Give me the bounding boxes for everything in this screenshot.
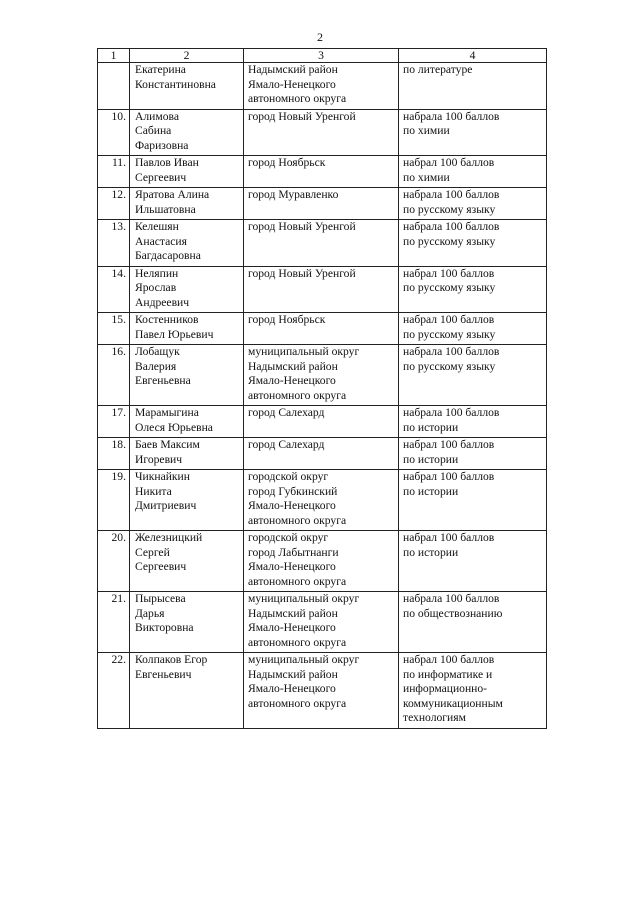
table-row xyxy=(98,313,547,345)
participant-name-line: Яратова Алина xyxy=(135,188,210,201)
participant-name-line: Евгеньевна xyxy=(135,374,191,387)
municipality-line: Надымский район xyxy=(248,359,338,373)
result-line: набрала 100 баллов xyxy=(403,592,500,605)
participant-name-line: Евгеньевич xyxy=(135,667,192,681)
participant-name-cell xyxy=(130,156,244,188)
participant-name-line: Валерия xyxy=(135,359,177,373)
results-table-body xyxy=(98,49,547,729)
participant-name-cell xyxy=(130,531,244,592)
result-line: коммуникационным xyxy=(403,696,503,710)
participant-name-line: Чикнайкин xyxy=(135,470,190,483)
result-line: информационно- xyxy=(403,682,488,695)
municipality-cell xyxy=(244,220,399,267)
municipality-line: автономного округа xyxy=(248,388,347,402)
participant-name-cell xyxy=(130,470,244,531)
table-row xyxy=(98,653,547,729)
row-number-cell: 12. xyxy=(98,188,130,220)
result-line: по информатике и xyxy=(403,667,493,681)
table-row xyxy=(98,266,547,313)
municipality-cell xyxy=(244,313,399,345)
row-number-cell: 11. xyxy=(98,156,130,188)
row-number-cell: 10. xyxy=(98,109,130,156)
result-line: технологиям xyxy=(403,711,466,724)
municipality-cell xyxy=(244,109,399,156)
participant-name-line: Алимова xyxy=(135,109,179,123)
municipality-line: город Салехард xyxy=(248,406,325,419)
row-number-cell: 19. xyxy=(98,470,130,531)
participant-name-line: Ярослав xyxy=(135,281,177,294)
result-cell xyxy=(399,63,547,110)
participant-name-line: Костенников xyxy=(135,313,199,326)
result-cell xyxy=(399,470,547,531)
participant-name-line: Келешян xyxy=(135,220,179,233)
municipality-cell xyxy=(244,406,399,438)
municipality-line: Надымский район xyxy=(248,667,338,681)
result-cell xyxy=(399,531,547,592)
participant-name-line: Багдасаровна xyxy=(135,249,201,262)
table-row xyxy=(98,438,547,470)
participant-name-line: Сергей xyxy=(135,545,170,559)
participant-name-cell xyxy=(130,592,244,653)
table-header-row xyxy=(98,49,547,63)
result-line: по истории xyxy=(403,484,459,498)
row-number-cell: 22. xyxy=(98,653,130,729)
municipality-line: автономного округа xyxy=(248,635,347,649)
table-row xyxy=(98,188,547,220)
header-cell-col2: 2 xyxy=(130,49,244,63)
result-line: по истории xyxy=(403,420,459,434)
participant-name-cell xyxy=(130,63,244,110)
participant-name-line: Сергеевич xyxy=(135,170,187,184)
municipality-line: город Салехард xyxy=(248,438,325,451)
municipality-line: Ямало-Ненецкого xyxy=(248,77,336,91)
participant-name-line: Викторовна xyxy=(135,621,194,634)
municipality-line: Ямало-Ненецкого xyxy=(248,682,336,695)
row-number-cell: 21. xyxy=(98,592,130,653)
result-cell xyxy=(399,406,547,438)
municipality-line: Надымский район xyxy=(248,63,338,76)
municipality-cell xyxy=(244,470,399,531)
participant-name-line: Марамыгина xyxy=(135,406,199,419)
participant-name-line: Андреевич xyxy=(135,295,190,309)
municipality-line: муниципальный округ xyxy=(248,592,360,605)
participant-name-line: Игоревич xyxy=(135,452,183,466)
result-line: по русскому языку xyxy=(403,327,496,341)
result-line: набрал 100 баллов xyxy=(403,313,495,326)
result-cell xyxy=(399,438,547,470)
header-cell-col3: 3 xyxy=(244,49,399,63)
results-table xyxy=(97,48,547,729)
result-line: набрал 100 баллов xyxy=(403,653,495,666)
municipality-line: город Новый Уренгой xyxy=(248,109,356,123)
participant-name-line: Олеся Юрьевна xyxy=(135,420,213,434)
result-line: по химии xyxy=(403,124,450,137)
result-cell xyxy=(399,653,547,729)
participant-name-cell xyxy=(130,266,244,313)
municipality-line: город Губкинский xyxy=(248,484,338,498)
table-row xyxy=(98,470,547,531)
municipality-line: городской округ xyxy=(248,531,329,544)
row-number-cell: 17. xyxy=(98,406,130,438)
municipality-line: городской округ xyxy=(248,470,329,483)
participant-name-line: Железницкий xyxy=(135,531,203,544)
result-line: набрал 100 баллов xyxy=(403,531,495,544)
participant-name-cell xyxy=(130,406,244,438)
result-line: по литературе xyxy=(403,63,473,76)
result-line: по химии xyxy=(403,170,450,184)
municipality-cell xyxy=(244,592,399,653)
result-line: набрала 100 баллов xyxy=(403,345,500,358)
municipality-line: Ямало-Ненецкого xyxy=(248,560,336,573)
municipality-line: город Ноябрьск xyxy=(248,156,326,169)
page-number: 2 xyxy=(317,30,323,44)
participant-name-line: Дмитриевич xyxy=(135,499,197,512)
participant-name-line: Павлов Иван xyxy=(135,156,199,169)
municipality-line: город Новый Уренгой xyxy=(248,220,356,233)
municipality-line: город Новый Уренгой xyxy=(248,266,356,280)
header-cell-col1: 1 xyxy=(98,49,130,63)
participant-name-line: Неляпин xyxy=(135,266,179,280)
table-row xyxy=(98,109,547,156)
table-row xyxy=(98,63,547,110)
participant-name-cell xyxy=(130,220,244,267)
result-line: по истории xyxy=(403,452,459,466)
result-line: по русскому языку xyxy=(403,202,496,216)
result-cell xyxy=(399,345,547,406)
result-line: по русскому языку xyxy=(403,359,496,373)
participant-name-line: Сабина xyxy=(135,124,172,137)
municipality-cell xyxy=(244,266,399,313)
municipality-cell xyxy=(244,653,399,729)
result-line: по истории xyxy=(403,545,459,559)
table-row xyxy=(98,345,547,406)
municipality-line: автономного округа xyxy=(248,696,347,710)
result-line: набрала 100 баллов xyxy=(403,188,500,201)
result-line: набрала 100 баллов xyxy=(403,406,500,419)
municipality-line: город Муравленко xyxy=(248,188,339,201)
participant-name-line: Павел Юрьевич xyxy=(135,327,214,341)
municipality-line: автономного округа xyxy=(248,92,347,105)
participant-name-line: Колпаков Егор xyxy=(135,653,208,666)
municipality-cell xyxy=(244,63,399,110)
municipality-line: автономного округа xyxy=(248,513,347,527)
table-row xyxy=(98,406,547,438)
municipality-cell xyxy=(244,531,399,592)
municipality-line: Ямало-Ненецкого xyxy=(248,499,336,512)
result-cell xyxy=(399,188,547,220)
participant-name-cell xyxy=(130,438,244,470)
result-cell xyxy=(399,156,547,188)
result-line: набрал 100 баллов xyxy=(403,470,495,483)
table-row xyxy=(98,220,547,267)
municipality-cell xyxy=(244,188,399,220)
table-row xyxy=(98,156,547,188)
row-number-cell: 14. xyxy=(98,266,130,313)
table-row xyxy=(98,592,547,653)
result-line: по русскому языку xyxy=(403,234,496,248)
participant-name-line: Пырысева xyxy=(135,592,186,605)
participant-name-line: Фаризовна xyxy=(135,138,189,152)
participant-name-line: Анастасия xyxy=(135,234,187,248)
participant-name-cell xyxy=(130,313,244,345)
result-line: по русскому языку xyxy=(403,281,496,294)
municipality-line: город Лабытнанги xyxy=(248,545,339,559)
municipality-cell xyxy=(244,345,399,406)
row-number-cell: 13. xyxy=(98,220,130,267)
municipality-line: Ямало-Ненецкого xyxy=(248,374,336,387)
participant-name-cell xyxy=(130,345,244,406)
result-cell xyxy=(399,313,547,345)
participant-name-line: Сергеевич xyxy=(135,560,187,573)
participant-name-line: Дарья xyxy=(135,606,165,620)
row-number-cell: 16. xyxy=(98,345,130,406)
result-cell xyxy=(399,220,547,267)
row-number-cell: 15. xyxy=(98,313,130,345)
result-line: набрала 100 баллов xyxy=(403,109,500,123)
participant-name-line: Константиновна xyxy=(135,77,216,91)
participant-name-line: Ильшатовна xyxy=(135,202,196,216)
participant-name-cell xyxy=(130,653,244,729)
result-line: набрал 100 баллов xyxy=(403,438,495,451)
header-cell-col4: 4 xyxy=(399,49,547,63)
municipality-line: автономного округа xyxy=(248,574,347,588)
result-line: по обществознанию xyxy=(403,606,503,620)
participant-name-cell xyxy=(130,109,244,156)
municipality-line: город Ноябрьск xyxy=(248,313,326,326)
municipality-cell xyxy=(244,156,399,188)
municipality-line: Ямало-Ненецкого xyxy=(248,621,336,634)
municipality-line: муниципальный округ xyxy=(248,345,360,358)
result-cell xyxy=(399,592,547,653)
table-row xyxy=(98,531,547,592)
participant-name-line: Екатерина xyxy=(135,63,186,76)
participant-name-line: Лобащук xyxy=(135,345,180,358)
municipality-line: Надымский район xyxy=(248,606,338,620)
municipality-line: муниципальный округ xyxy=(248,653,360,666)
row-number-cell: 18. xyxy=(98,438,130,470)
participant-name-cell xyxy=(130,188,244,220)
result-cell xyxy=(399,109,547,156)
result-line: набрал 100 баллов xyxy=(403,156,495,169)
row-number-cell: 20. xyxy=(98,531,130,592)
municipality-cell xyxy=(244,438,399,470)
result-cell xyxy=(399,266,547,313)
participant-name-line: Никита xyxy=(135,484,172,498)
result-line: набрала 100 баллов xyxy=(403,220,500,233)
result-line: набрал 100 баллов xyxy=(403,266,495,280)
participant-name-line: Баев Максим xyxy=(135,438,200,451)
row-number-cell xyxy=(98,63,130,110)
